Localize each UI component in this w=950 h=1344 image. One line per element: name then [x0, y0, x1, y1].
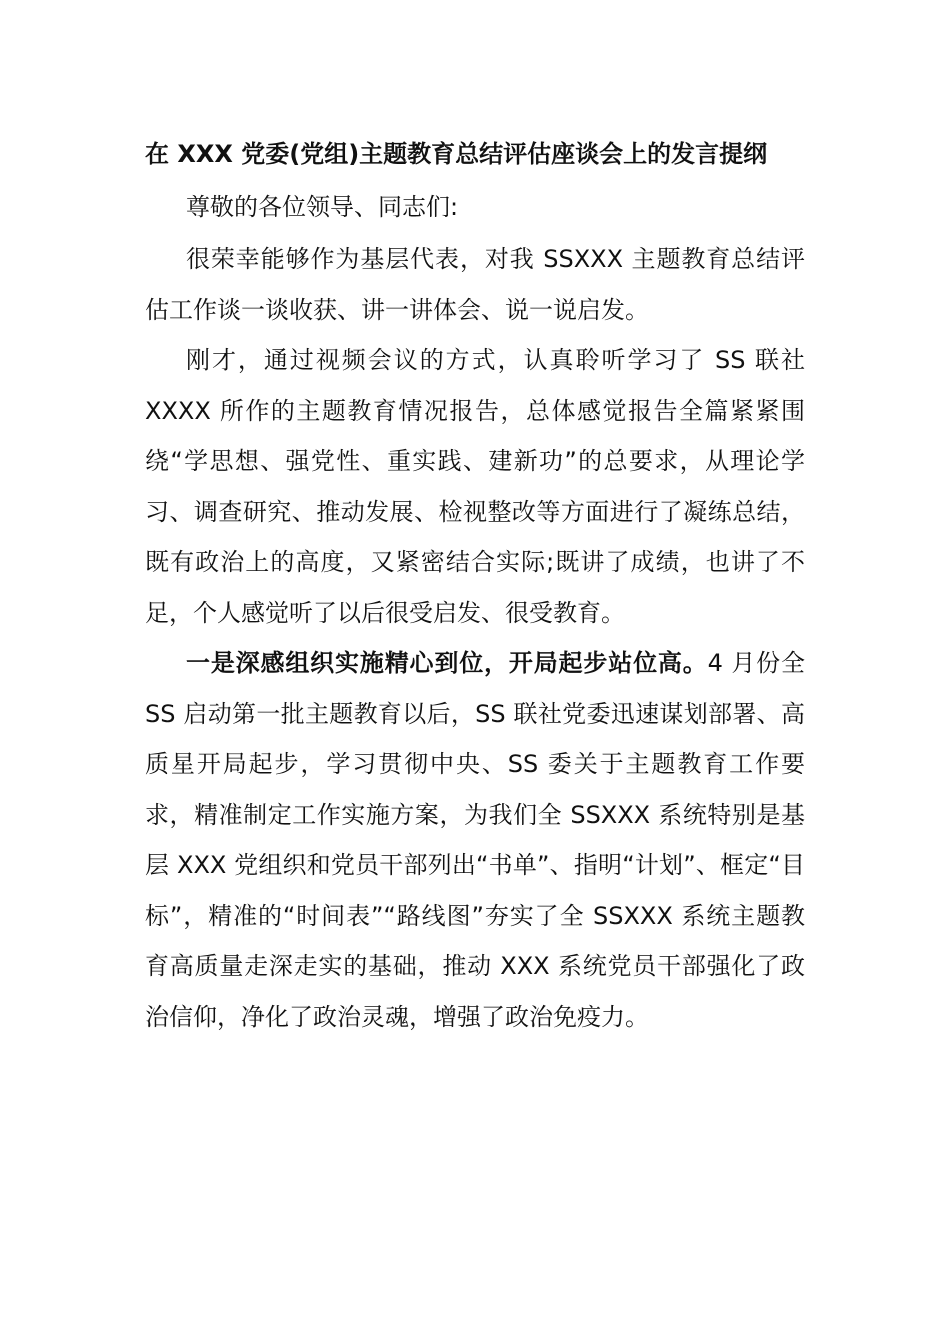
- document-title: 在 XXX 党委(党组)主题教育总结评估座谈会上的发言提纲: [145, 140, 768, 168]
- paragraph-3-lead: 一是深感组织实施精心到位，开局起步站位高。: [186, 649, 708, 677]
- paragraph-2: 刚才，通过视频会议的方式，认真聆听学习了 SS 联社 XXXX 所作的主题教育情况报告，总体感觉报告全篇紧紧围绕“学思想、强党性、重实践、建新功”的总要求，从理论学习、调查研究、推动发展、检视整改等方面进行了凝练总结，既有政治上的高度，又紧密结合实际;既讲了成绩，也讲了不足，个人感觉听了以后很受启发、很受教育。: [145, 346, 805, 627]
- paragraph-1: 很荣幸能够作为基层代表，对我 SSXXX 主题教育总结评估工作谈一谈收获、讲一讲体会、说一说启发。: [145, 245, 805, 324]
- paragraph-3-body: 4 月份全 SS 启动第一批主题教育以后，SS 联社党委迅速谋划部署、高质星开局起步，学习贯彻中央、SS 委关于主题教育工作要求，精准制定工作实施方案，为我们全 SSXXX 系统特别是基层 XXX 党组织和党员干部列出“书单”、指明“计划”、框定“目标”，精准的“时间表”“路线图”夯实了全 SSXXX 系统主题教育高质量走深走实的基础，推动 XXX 系统党员干部强化了政治信仰，净化了政治灵魂，增强了政治免疫力。: [145, 649, 806, 1031]
- salutation: 尊敬的各位领导、同志们:: [186, 193, 459, 221]
- paragraph-3: [145, 638, 805, 1042]
